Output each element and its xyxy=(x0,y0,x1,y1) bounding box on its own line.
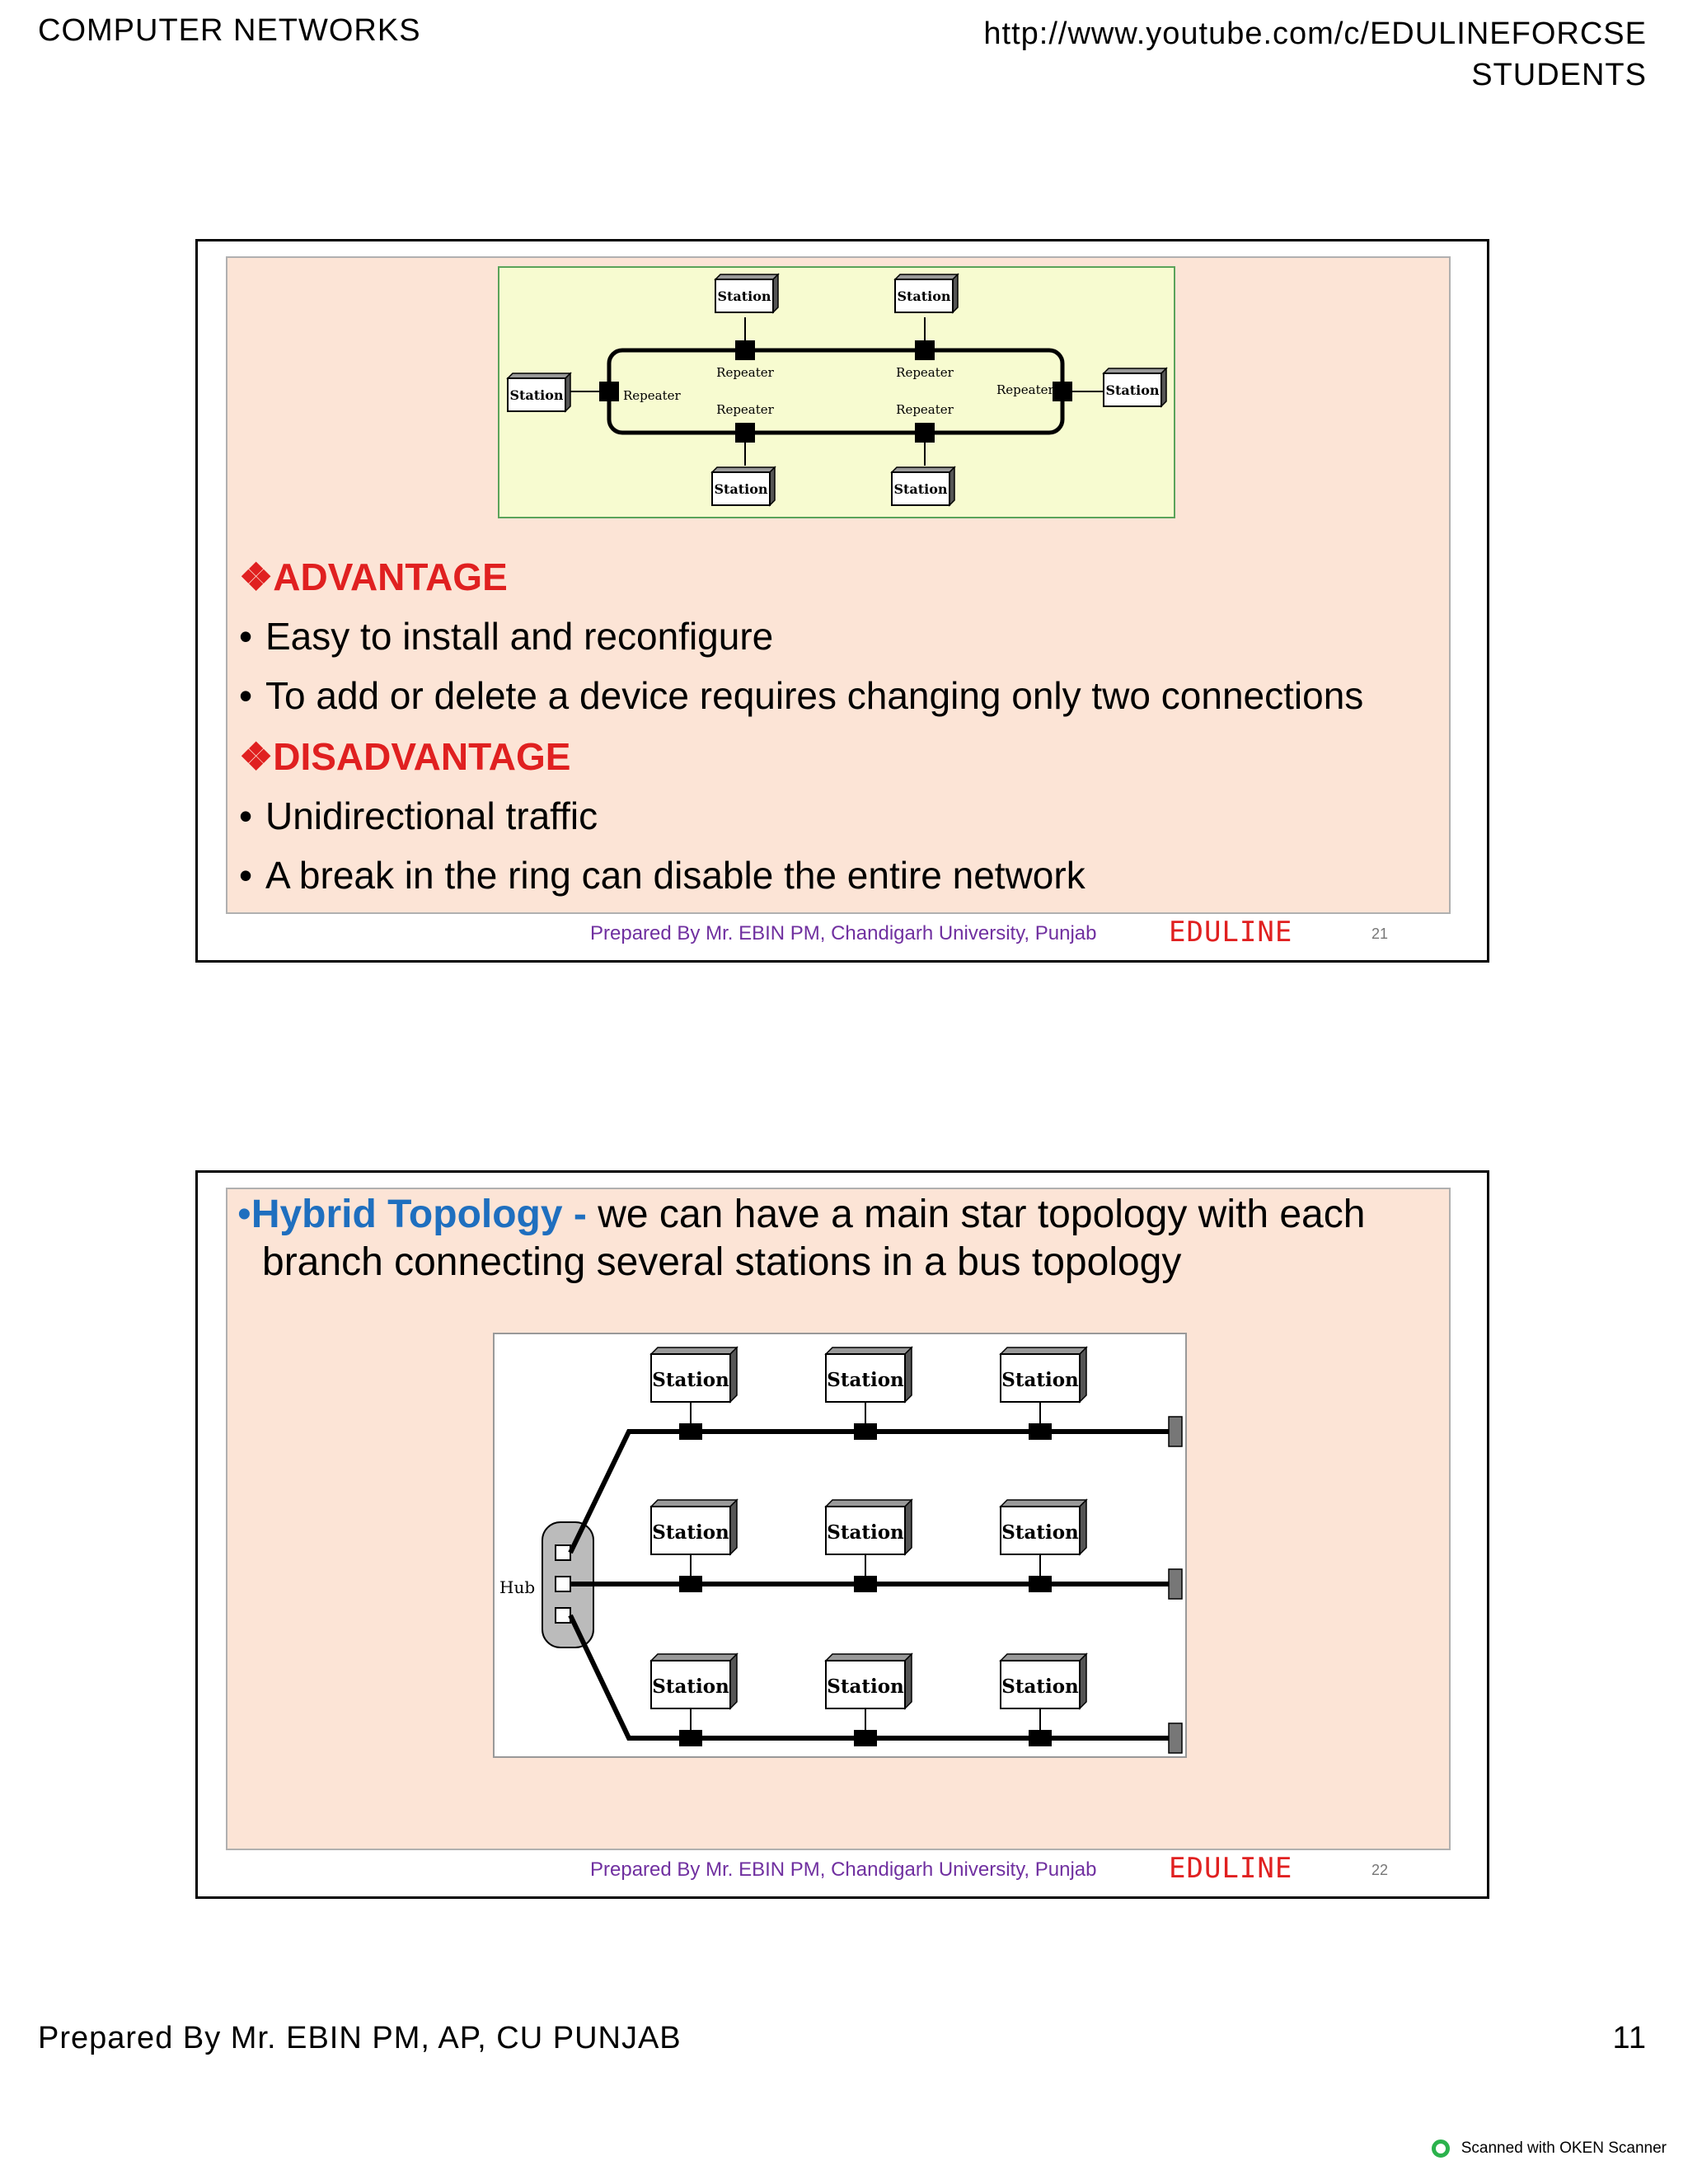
slide-footer-credit: Prepared By Mr. EBIN PM, Chandigarh University, Punjab xyxy=(590,1858,1097,1881)
hybrid-text-line1: we can have a main star topology with each xyxy=(598,1193,1366,1236)
scanner-logo-icon xyxy=(1432,2139,1450,2158)
bullet-icon: • xyxy=(239,674,253,717)
repeater-label: Repeater xyxy=(716,402,774,417)
repeater-label: Repeater xyxy=(623,388,681,403)
scanner-watermark: Scanned with OKEN Scanner xyxy=(1432,2139,1667,2158)
bullet-icon: • xyxy=(237,1193,251,1236)
slide-page-number: 21 xyxy=(1372,926,1389,942)
station-label: Station xyxy=(893,481,948,497)
hybrid-topology-diagram xyxy=(493,1333,1187,1758)
station-label: Station xyxy=(827,1675,904,1698)
station-label: Station xyxy=(717,288,771,304)
station-label: Station xyxy=(1001,1675,1079,1698)
diamond-bullet-icon: ❖ xyxy=(239,735,274,778)
slide-page-number: 22 xyxy=(1372,1862,1389,1878)
station-label: Station xyxy=(652,1675,729,1698)
eduline-logo: EDULINE xyxy=(1169,1852,1293,1885)
hybrid-text-line2: branch connecting several stations in a bus topology xyxy=(262,1240,1182,1284)
diamond-bullet-icon: ❖ xyxy=(239,555,274,598)
slide-hybrid-topology xyxy=(195,1170,1489,1899)
station-label: Station xyxy=(652,1521,729,1544)
hub-label: Hub xyxy=(499,1577,536,1597)
advantage-heading: ❖ADVANTAGE xyxy=(239,555,508,598)
repeater-label: Repeater xyxy=(896,402,954,417)
hybrid-topology-title: Hybrid Topology xyxy=(251,1193,563,1236)
disadvantage-item: • A break in the ring can disable the entire network xyxy=(239,854,1085,897)
header-url-line1: http://www.youtube.com/c/EDULINEFORCSE xyxy=(983,16,1647,51)
station-label: Station xyxy=(652,1369,729,1391)
station-label: Station xyxy=(714,481,768,497)
slide-ring-topology xyxy=(195,239,1489,963)
station-label: Station xyxy=(509,387,564,403)
ring-topology-diagram xyxy=(498,266,1175,518)
station-label: Station xyxy=(827,1369,904,1391)
repeater-right xyxy=(1053,382,1072,401)
repeater-top-right xyxy=(915,340,935,360)
page-footer-credit: Prepared By Mr. EBIN PM, AP, CU PUNJAB xyxy=(38,2021,682,2055)
repeater-label: Repeater xyxy=(716,365,774,380)
header-url-line2: STUDENTS xyxy=(1471,58,1647,92)
repeater-label: Repeater xyxy=(896,365,954,380)
repeater-label: Repeater xyxy=(996,382,1054,397)
station-label: Station xyxy=(1001,1521,1079,1544)
disadvantage-item: • Unidirectional traffic xyxy=(239,794,598,837)
hybrid-topology-description xyxy=(237,1191,1441,1286)
disadvantage-heading: ❖DISADVANTAGE xyxy=(239,735,571,778)
page-number: 11 xyxy=(1612,2021,1647,2055)
repeater-top-left xyxy=(735,340,755,360)
station-label: Station xyxy=(897,288,951,304)
slide-footer-credit: Prepared By Mr. EBIN PM, Chandigarh University, Punjab xyxy=(590,922,1097,944)
station-label: Station xyxy=(1105,382,1160,398)
repeater-bottom-left xyxy=(735,423,755,443)
bullet-icon: • xyxy=(239,854,253,897)
bullet-icon: • xyxy=(239,794,253,837)
station-label: Station xyxy=(827,1521,904,1544)
advantage-item: • To add or delete a device requires changing only two connections xyxy=(239,674,1364,717)
page-header-url xyxy=(983,13,1647,96)
bullet-icon: • xyxy=(239,615,253,658)
advantage-item: • Easy to install and reconfigure xyxy=(239,615,774,658)
eduline-logo: EDULINE xyxy=(1169,916,1293,949)
repeater-left xyxy=(599,382,619,401)
page-header-title: COMPUTER NETWORKS xyxy=(38,13,421,48)
station-label: Station xyxy=(1001,1369,1079,1391)
repeater-bottom-right xyxy=(915,423,935,443)
title-separator: - xyxy=(573,1193,587,1236)
